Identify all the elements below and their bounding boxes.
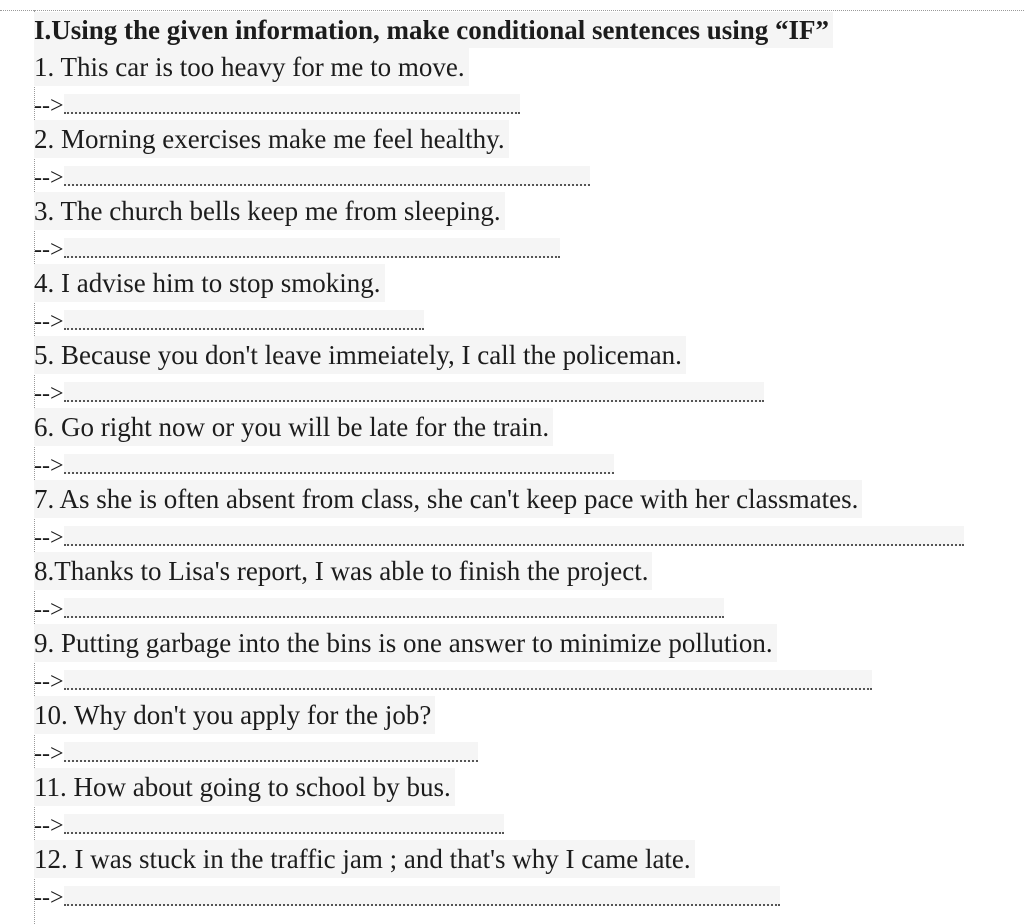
question-text: 4. I advise him to stop smoking. <box>34 264 385 302</box>
answer-blank[interactable] <box>64 526 964 546</box>
question-item <box>34 480 1018 552</box>
question-item <box>34 840 1018 912</box>
answer-arrow: --> <box>34 741 64 767</box>
answer-line[interactable] <box>34 374 1018 408</box>
question-item <box>34 120 1018 192</box>
exercise-content <box>34 12 1018 912</box>
answer-line[interactable] <box>34 302 1018 336</box>
answer-blank[interactable] <box>64 94 520 114</box>
answer-blank[interactable] <box>64 238 560 258</box>
answer-arrow: --> <box>34 813 64 839</box>
question-item <box>34 624 1018 696</box>
answer-line[interactable] <box>34 590 1018 624</box>
answer-line[interactable] <box>34 734 1018 768</box>
question-list <box>34 48 1018 912</box>
answer-blank[interactable] <box>64 382 764 402</box>
answer-line[interactable] <box>34 230 1018 264</box>
answer-blank[interactable] <box>64 814 504 834</box>
answer-arrow: --> <box>34 453 64 479</box>
answer-arrow: --> <box>34 381 64 407</box>
answer-blank[interactable] <box>64 742 478 762</box>
answer-blank[interactable] <box>64 598 724 618</box>
question-text: 12. I was stuck in the traffic jam ; and that's why I came late. <box>34 840 695 878</box>
question-item <box>34 264 1018 336</box>
answer-line[interactable] <box>34 878 1018 912</box>
question-item <box>34 336 1018 408</box>
answer-blank[interactable] <box>64 454 614 474</box>
question-text: 9. Putting garbage into the bins is one answer to minimize pollution. <box>34 624 777 662</box>
answer-blank[interactable] <box>64 886 780 906</box>
answer-line[interactable] <box>34 518 1018 552</box>
answer-line[interactable] <box>34 86 1018 120</box>
question-item <box>34 192 1018 264</box>
answer-arrow: --> <box>34 237 64 263</box>
answer-line[interactable] <box>34 158 1018 192</box>
answer-arrow: --> <box>34 525 64 551</box>
answer-blank[interactable] <box>64 670 872 690</box>
question-text: 2. Morning exercises make me feel healthy. <box>34 120 509 158</box>
answer-arrow: --> <box>34 669 64 695</box>
answer-arrow: --> <box>34 885 64 911</box>
answer-line[interactable] <box>34 662 1018 696</box>
question-item <box>34 768 1018 840</box>
question-text: 1. This car is too heavy for me to move. <box>34 48 469 86</box>
answer-arrow: --> <box>34 309 64 335</box>
answer-arrow: --> <box>34 165 64 191</box>
question-item <box>34 696 1018 768</box>
question-text: 11. How about going to school by bus. <box>34 768 455 806</box>
question-text: 5. Because you don't leave immeiately, I call the policeman. <box>34 336 686 374</box>
question-item <box>34 408 1018 480</box>
question-text: 7. As she is often absent from class, she can't keep pace with her classmates. <box>34 480 862 518</box>
question-text: 6. Go right now or you will be late for the train. <box>34 408 553 446</box>
answer-blank[interactable] <box>64 166 590 186</box>
answer-blank[interactable] <box>64 310 424 330</box>
answer-arrow: --> <box>34 93 64 119</box>
answer-arrow: --> <box>34 597 64 623</box>
answer-line[interactable] <box>34 446 1018 480</box>
page-top-border <box>0 10 1024 11</box>
question-item <box>34 552 1018 624</box>
question-text: 10. Why don't you apply for the job? <box>34 696 435 734</box>
question-text: 8.Thanks to Lisa's report, I was able to finish the project. <box>34 552 652 590</box>
answer-line[interactable] <box>34 806 1018 840</box>
question-item <box>34 48 1018 120</box>
exercise-title: I.Using the given information, make conditional sentences using “IF” <box>34 12 833 48</box>
question-text: 3. The church bells keep me from sleeping. <box>34 192 505 230</box>
